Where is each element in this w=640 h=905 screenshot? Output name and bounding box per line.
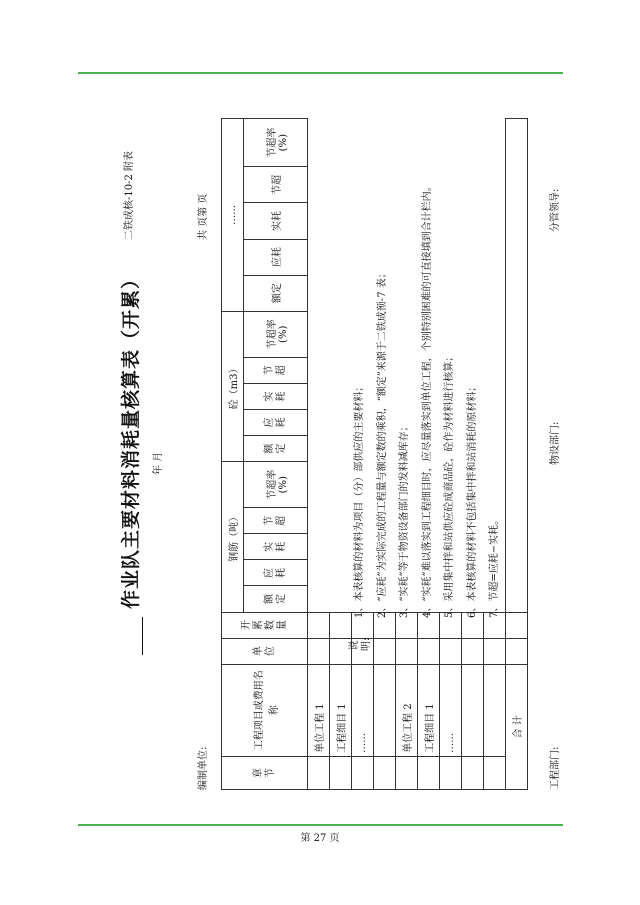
rotated-form <box>116 100 566 800</box>
table-row <box>308 119 330 790</box>
row-label <box>462 664 484 756</box>
row-label: 单位工程 2 <box>396 664 418 756</box>
title-blank-line <box>142 617 143 655</box>
header-qty: 开累数量 <box>222 612 308 638</box>
bottom-rule <box>78 824 563 826</box>
steel-quota: 额定 <box>244 586 308 612</box>
note-item: 3、“实耗”等于物资设备部门的发料减库存； <box>399 421 410 618</box>
header-name: 工程项目或费用名称 <box>222 664 308 756</box>
total-row <box>506 119 528 790</box>
row-label <box>484 664 506 756</box>
notes-list <box>349 181 507 618</box>
org-label: 编制单位: <box>198 746 209 790</box>
header-concrete: 砼（m3） <box>222 311 244 461</box>
form-title-text: 作业队主要材料消耗量核算表（开累） <box>120 268 142 609</box>
more-due: 应耗 <box>244 239 308 275</box>
row-label <box>374 664 396 756</box>
concrete-due: 应耗 <box>244 410 308 436</box>
row-label: 工程细目 1 <box>330 664 352 756</box>
eng-dept-signature: 工程部门: <box>550 746 561 790</box>
row-label: …… <box>440 664 462 756</box>
steel-rate: 节超率(%) <box>244 462 308 508</box>
header-chapter: 章节 <box>222 756 308 789</box>
steel-due: 应耗 <box>244 560 308 586</box>
header-unit: 单位 <box>222 638 308 664</box>
more-rate: 节超率(%) <box>244 119 308 167</box>
steel-actual: 实耗 <box>244 534 308 560</box>
note-item: 1、本表核算的材料为项目（分）部供应的主要材料； <box>354 381 365 618</box>
note-item: 4、“实耗”难以落实到工程细目时，应尽量落实到单位工程，个别特别困难的可直接填到合计栏内。 <box>421 181 433 618</box>
total-label: 合 计 <box>506 664 528 789</box>
page-count-label: 共 页第 页 <box>198 193 209 240</box>
concrete-quota: 额定 <box>244 436 308 462</box>
row-label: 工程细目 1 <box>418 664 440 756</box>
concrete-saving: 节超 <box>244 357 308 383</box>
top-rule <box>78 72 563 74</box>
header-row-groups <box>222 119 244 790</box>
more-quota: 额定 <box>244 275 308 311</box>
row-label: …… <box>352 664 374 756</box>
form-title <box>116 269 143 655</box>
concrete-actual: 实耗 <box>244 383 308 409</box>
page-number: 第 27 页 <box>300 833 340 844</box>
leader-signature: 分管领导: <box>550 188 561 232</box>
note-item: 6、本表核算的材料不包括集中拌和站消耗的原材料； <box>466 381 478 618</box>
mat-dept-signature: 物设部门: <box>550 421 561 465</box>
notes-label: 说明: <box>349 637 372 651</box>
more-saving: 节超 <box>244 167 308 203</box>
steel-saving: 节超 <box>244 508 308 534</box>
note-item: 7、节超=应耗−实耗。 <box>489 514 500 618</box>
concrete-rate: 节超率(%) <box>244 311 308 357</box>
note-item: 5、采用集中拌和站供应砼成商品砼，砼作为材料进行核算； <box>444 351 455 618</box>
note-item: 2、“应耗”为实际完成的工程量与额定数的乘积，“额定”来源于二铁成预-7 表； <box>376 268 388 618</box>
date-label: 年 月 <box>153 451 164 475</box>
form-code: 二铁成核-10-2 附表 <box>124 150 135 240</box>
row-label: 单位工程 1 <box>308 664 330 756</box>
header-steel: 钢筋（吨） <box>222 462 244 612</box>
header-more: …… <box>222 119 244 312</box>
more-actual: 实耗 <box>244 203 308 239</box>
